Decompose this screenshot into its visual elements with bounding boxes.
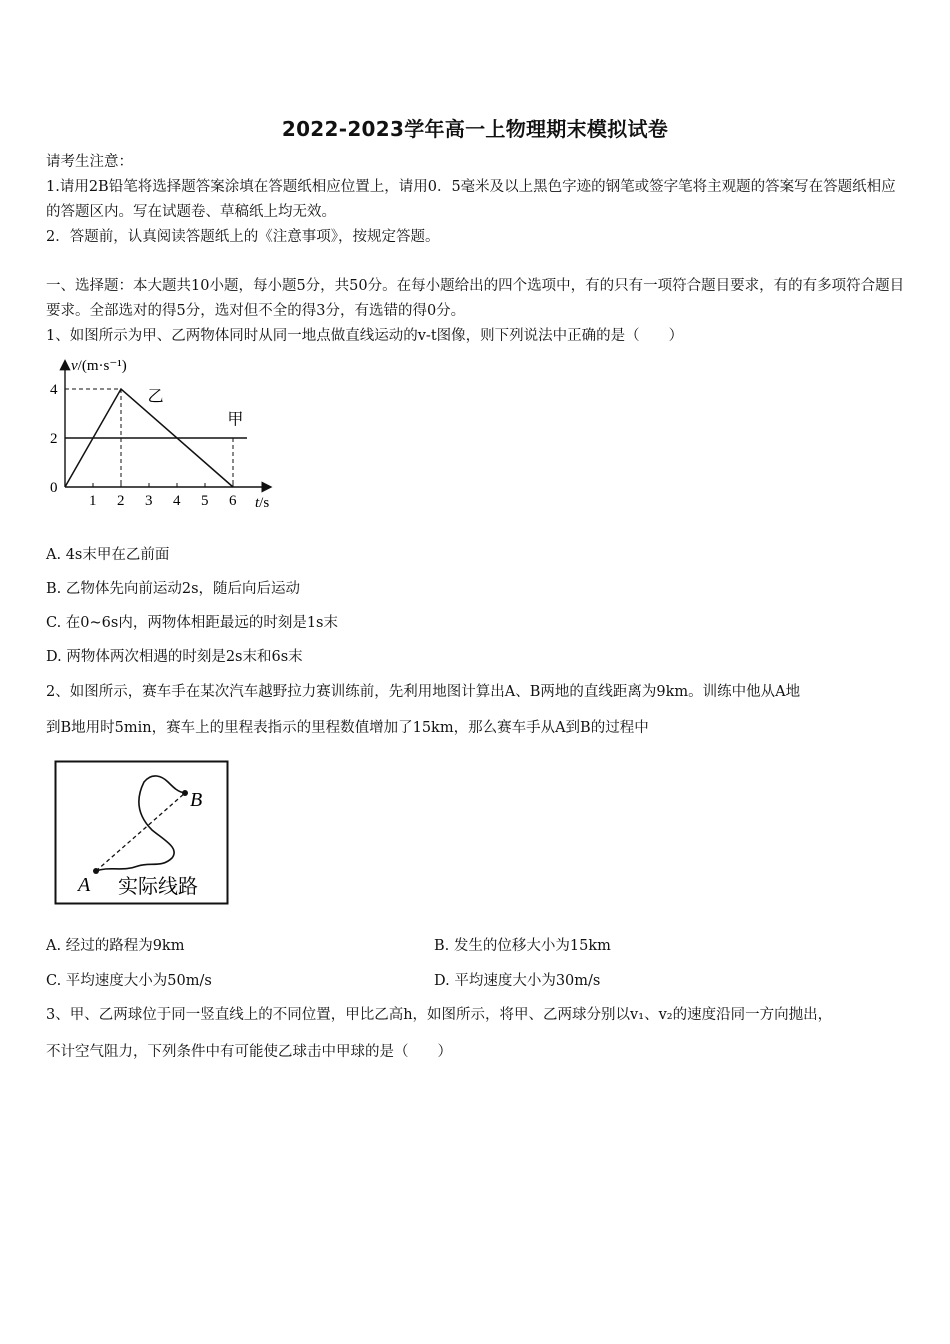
q2-route-figure [54,760,230,906]
q1-option-b: B. 乙物体先向前运动2s，随后向后运动 [46,581,301,597]
q3-stem-line1: 3、甲、乙两球位于同一竖直线上的不同位置，甲比乙高h，如图所示，将甲、乙两球分别以v₁、v₂的速度沿同一方向抛出， [46,1007,833,1023]
x-tick-label: 5 [201,493,209,509]
notice-item-1: 1.请用2B铅笔将选择题答案涂填在答题纸相应位置上，请用0．5毫米及以上黑色字迹的钢笔或签字笔将主观题的答案写在答题纸相应的答题区内。写在试题卷、草稿纸上均无效。 [46,179,896,220]
x-axis-label: t/s [255,495,270,511]
q1-option-a: A. 4s末甲在乙前面 [46,547,170,563]
q1-option-d: D. 两物体两次相遇的时刻是2s末和6s末 [46,649,303,665]
label-a: A [78,874,91,896]
q1-vt-chart [44,356,294,518]
route-caption: 实际线路 [118,876,198,898]
label-b: B [190,789,203,811]
y-tick-label: 0 [50,480,58,496]
x-tick-label: 2 [117,493,125,509]
q1-option-c: C. 在0~6s内，两物体相距最远的时刻是1s末 [46,615,339,631]
series-jia-label: 甲 [227,411,244,429]
q2-stem-line2: 到B地用时5min，赛车上的里程表指示的里程数值增加了15km，那么赛车手从A到B的过程中 [46,720,649,736]
q2-option-d: D. 平均速度大小为30m/s [434,973,601,989]
series-yi-label: 乙 [147,388,164,406]
q1-stem: 1、如图所示为甲、乙两物体同时从同一地点做直线运动的v-t图像，则下列说法中正确的是（ ） [46,328,684,344]
x-tick-label: 3 [145,493,153,509]
q3-stem-line2: 不计空气阻力，下列条件中有可能使乙球击中甲球的是（ ） [46,1044,452,1060]
x-tick-label: 1 [89,493,97,509]
q2-stem-line1: 2、如图所示，赛车手在某次汽车越野拉力赛训练前，先利用地图计算出A、B两地的直线距离为9km。训练中他从A地 [46,684,801,700]
notice-item-2: 2．答题前，认真阅读答题纸上的《注意事项》，按规定答题。 [46,229,440,245]
point-a [93,868,99,874]
x-tick-label: 6 [229,493,237,509]
q2-option-a: A. 经过的路程为9km [46,938,185,954]
section-heading: 一、选择题：本大题共10小题，每小题5分，共50分。在每小题给出的四个选项中，有的只有一项符合题目要求，有的有多项符合题目要求。全部选对的得5分，选对但不全的得3分，有选错的得0分。 [46,278,905,319]
notice-heading: 请考生注意： [46,154,133,170]
q2-option-c: C. 平均速度大小为50m/s [46,973,212,989]
x-tick-label: 4 [173,493,181,509]
actual-route-path [96,776,185,871]
y-tick-label: 4 [50,382,58,398]
y-axis-label: v/(m·s⁻¹) [71,358,127,374]
y-tick-label: 2 [50,431,58,447]
q2-option-b: B. 发生的位移大小为15km [434,938,611,954]
page-title: 2022-2023学年高一上物理期末模拟试卷 [281,117,669,141]
point-b [182,790,188,796]
